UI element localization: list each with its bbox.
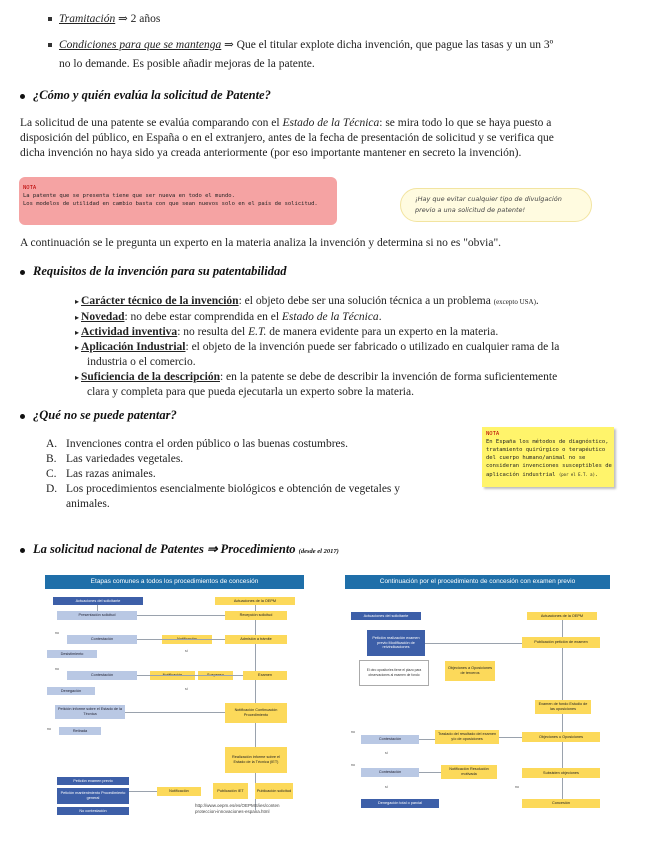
list-letter: C. [46, 468, 57, 480]
flowchart-title: Continuación por el procedimiento de concesión con examen previo [345, 575, 610, 589]
square-bullet-icon [48, 43, 52, 47]
requisito-italic: E.T. [248, 326, 267, 338]
requisito-end: . [535, 295, 539, 307]
requisito-text: : el objeto debe ser una solución técnica a un problema [238, 295, 494, 307]
label-si: sí [185, 687, 188, 691]
requisitos-list [75, 294, 630, 400]
section-heading-no-patentable [20, 408, 177, 423]
connector-line [425, 643, 522, 644]
para-evaluacion [20, 116, 630, 161]
list-text: Los procedimientos esencialmente biológicos e obtención de vegetales y [66, 483, 401, 495]
list-text: Las razas animales. [66, 468, 156, 480]
list-letter: B. [46, 453, 57, 465]
note-small: (por el E.T. a) [558, 472, 595, 477]
requisito-text: : no resulta del [177, 326, 249, 338]
connector-line [499, 737, 522, 738]
col-header-solicitante: Actuaciones del solicitante [351, 612, 421, 620]
requisito-term: Aplicación Industrial [81, 341, 186, 353]
box-contestacion: Contestación [361, 735, 419, 744]
note-end: . [594, 472, 599, 478]
box-publicacion-iet: Publicación IET [213, 783, 248, 799]
box-recepcion: Recepción solicitud [225, 611, 287, 620]
box-objeciones: Objeciones u Oposiciones [522, 732, 600, 742]
box-presentacion: Presentación solicitud [57, 611, 137, 620]
box-no-contestacion: No contestación [57, 807, 129, 815]
cloud-line: previo a una solicitud de patente! [415, 206, 526, 214]
connector-line [125, 712, 225, 713]
requisito-term: Actividad inventiva [81, 326, 178, 338]
label-no: no [351, 763, 355, 767]
list-text: Las variedades vegetales. [66, 453, 184, 465]
connector-line [137, 615, 237, 616]
round-bullet-icon [20, 94, 25, 99]
flowchart-right [345, 575, 610, 815]
col-header-solicitante: Actuaciones del solicitante [53, 597, 143, 605]
bullet-condiciones [48, 38, 553, 53]
connector-line [129, 791, 157, 792]
box-peticion-realizacion: Petición realización examen previo Modificación de reivindicaciones [367, 630, 425, 656]
para-text: : se mira todo lo que se haya puesto a [379, 117, 552, 129]
connector-line [137, 675, 243, 676]
box-peticion-mantenimiento: Petición mantenimiento Procedimiento general [57, 788, 129, 804]
para-experto: A continuación se le pregunta un experto en la materia analiza la invención y determina si no es "obvia". [20, 237, 502, 249]
heading-text: ¿Cómo y quién evalúa la solicitud de Patente? [33, 88, 271, 102]
requisito-small: (excepto USA) [493, 298, 536, 306]
source-url: http://www.oepm.es/es/OEPMS/ies/conten [195, 803, 280, 808]
note-title: NOTA [23, 185, 37, 191]
no-patentable-list [46, 437, 466, 512]
requisito-italic: Estado de la Técnica [281, 311, 379, 323]
requisito-end: . [378, 311, 382, 323]
bullet-text-cont: no lo demande. Es posible añadir mejoras de la patente. [59, 58, 315, 70]
bullet-tramitacion [48, 12, 160, 27]
requisito-term: Novedad [81, 311, 125, 323]
round-bullet-icon [20, 548, 25, 553]
bullet-text: ⇒ 2 años [115, 13, 161, 25]
box-desistimiento: Desistimiento [47, 650, 97, 658]
box-objeciones-terceros: Objeciones a Oposiciones de terceros [445, 661, 495, 681]
note-yellow [482, 427, 614, 487]
col-header-oepm: Actuaciones de la OEPM [215, 597, 295, 605]
para-italic: Estado de la Técnica [282, 117, 380, 129]
note-line: En España los métodos de diagnóstico, [486, 439, 609, 445]
section-heading-requisitos [20, 264, 287, 279]
connector-line [137, 639, 225, 640]
box-nota-texto: El otro opositor/es tiene el plazo para observaciones al examen de fondo [359, 660, 429, 686]
label-no: no [515, 785, 519, 789]
label-si: sí [185, 649, 188, 653]
flowchart-title: Etapas comunes a todos los procedimientos de concesión [45, 575, 304, 589]
round-bullet-icon [20, 270, 25, 275]
bullet-label: Tramitación [59, 13, 116, 25]
section-heading-procedimiento [20, 541, 339, 557]
para-line: dicha invención no haya sido ya creada anteriormente (por eso importante mantener en secreto la invención). [20, 147, 522, 159]
label-si: sí [385, 751, 388, 755]
note-line: del cuerpo humano/animal no se [486, 455, 586, 461]
note-line: aplicación industrial [486, 472, 556, 478]
box-peticion-iet: Petición informe sobre el Estado de la Técnica [55, 705, 125, 719]
box-publicacion-solicitud: Publicación solicitud [255, 783, 293, 799]
requisito-term: Carácter técnico de la invención [81, 295, 239, 307]
note-line: Los modelos de utilidad en cambio basta con que sean nuevos solo en el país de solicitud. [23, 201, 318, 207]
box-contestacion: Contestación [67, 671, 137, 680]
note-title: NOTA [486, 431, 500, 437]
box-examen-fondo: Examen de fondo Estudio de las oposiciones [535, 700, 591, 714]
bullet-label: Condiciones para que se mantenga [59, 39, 222, 51]
connector-line [419, 739, 435, 740]
box-traslado: Traslado del resultado del examen y/o de oposiciones [435, 730, 499, 744]
list-letter: D. [46, 483, 58, 495]
connector-line [419, 772, 441, 773]
box-notificacion-resolucion: Notificación Resolución motivada [441, 765, 497, 779]
round-bullet-icon [20, 414, 25, 419]
box-notificacion-continuacion: Notificación Continuación Procedimiento [225, 703, 287, 723]
box-realizacion-iet: Realización informe sobre el Estado de la Técnica (IET) [225, 747, 287, 773]
bullet-text: ⇒ Que el titular explote dicha invención, que pague las tasas y un un 3º [221, 39, 554, 51]
note-line: tratamiento quirúrgico o terapéutico [486, 447, 606, 453]
para-text: La solicitud de una patente se evalúa comparando con el [20, 117, 283, 129]
label-no: no [55, 667, 59, 671]
box-publicacion-peticion: Publicación petición de examen [522, 637, 600, 648]
box-subsisten: Subsisten objeciones [522, 768, 600, 778]
note-line: consideran invenciones susceptibles de [486, 463, 612, 469]
box-admision: Admisión a trámite [225, 635, 287, 644]
requisito-text: : el objeto de la invención puede ser fabricado o utilizado en cualquier rama de la [185, 341, 560, 353]
cloud-note [400, 188, 592, 222]
requisito-item: ▸ Aplicación Industrial: el objeto de la invención puede ser fabricado o utilizado en cualquier rama de la [75, 341, 560, 353]
heading-small: (desde el 2017) [298, 548, 339, 555]
para-line: disposición del público, en España o en el extranjero, antes de la fecha de presentación de solicitud y se verifica que [20, 132, 554, 144]
heading-text: La solicitud nacional de Patentes ⇒ Procedimiento [33, 542, 296, 556]
box-retirada: Retirada [59, 727, 101, 735]
requisito-cont: clara y completa para que pueda ejecutarla un experto sobre la materia. [87, 386, 414, 398]
requisito-text: : en la patente se debe de describir la invención de forma suficientemente [219, 371, 558, 383]
list-text-cont: animales. [66, 498, 110, 510]
requisito-text: : no debe estar comprendida en el [124, 311, 282, 323]
requisito-end: de manera evidente para un experto en la materia. [266, 326, 499, 338]
box-contestacion: Contestación [361, 768, 419, 777]
requisito-item: ▸ Novedad: no debe estar comprendida en el Estado de la Técnica. [75, 311, 382, 323]
section-heading-evaluacion [20, 88, 271, 103]
label-no: no [47, 727, 51, 731]
requisito-item: ▸ Suficiencia de la descripción: en la patente se debe de describir la invención de forma suficientemente [75, 371, 558, 383]
requisito-item: ▸ Carácter técnico de la invención: el objeto debe ser una solución técnica a un problema (excepto USA). [75, 295, 539, 307]
square-bullet-icon [48, 17, 52, 21]
list-letter: A. [46, 438, 58, 450]
label-si: sí [385, 785, 388, 789]
label-no: no [55, 631, 59, 635]
cloud-line: ¡Hay que evitar cualquier tipo de divulgación [415, 195, 562, 203]
box-concesion: Concesión [522, 799, 600, 808]
note-line: La patente que se presenta tiene que ser nueva en todo el mundo. [23, 193, 235, 199]
box-denegacion: Denegación total o parcial [361, 799, 439, 808]
heading-text: Requisitos de la invención para su patentabilidad [33, 264, 287, 278]
flowchart-left [45, 575, 304, 820]
box-examen: Examen [243, 671, 287, 680]
requisito-item: ▸ Actividad inventiva: no resulta del E.T. de manera evidente para un experto en la materia. [75, 326, 499, 338]
box-contestacion: Contestación [67, 635, 137, 644]
note-red [19, 177, 337, 225]
box-denegacion: Denegación [47, 687, 95, 695]
box-peticion-examen: Petición examen previo [57, 777, 129, 785]
requisito-cont: industria o el comercio. [87, 356, 196, 368]
heading-text: ¿Qué no se puede patentar? [33, 408, 177, 422]
box-notificacion: Notificación [157, 787, 201, 796]
source-url: proteccion-innovaciones-espana.html [195, 809, 270, 814]
col-header-oepm: Actuaciones de la OEPM [527, 612, 597, 620]
requisito-term: Suficiencia de la descripción [81, 371, 220, 383]
list-text: Invenciones contra el orden público o las buenas costumbres. [66, 438, 348, 450]
label-no: no [351, 730, 355, 734]
